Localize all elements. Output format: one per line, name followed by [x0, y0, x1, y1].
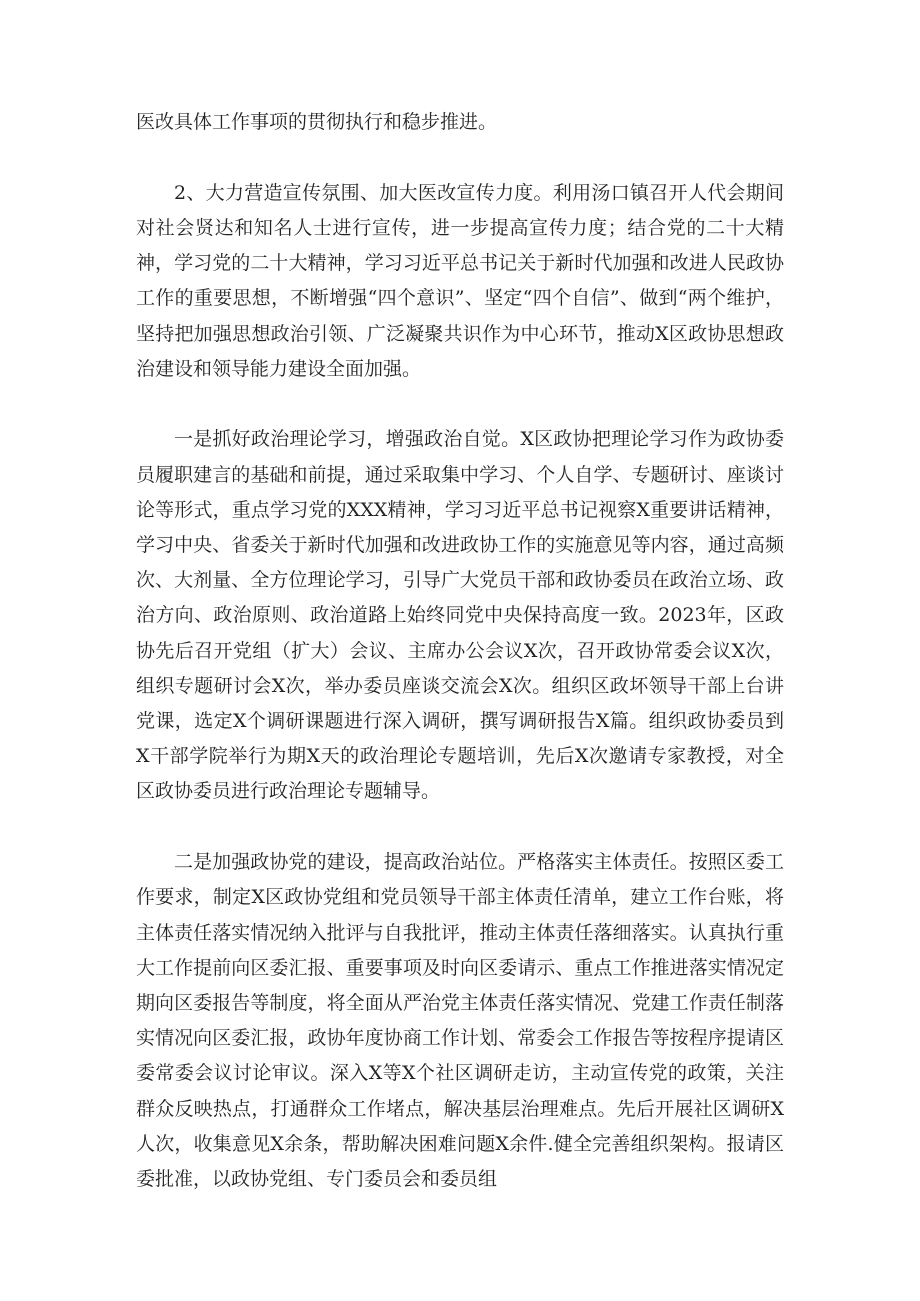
paragraph-party-building: 二是加强政协党的建设，提高政治站位。严格落实主体责任。按照区委工作要求，制定X区政协党组和党员领导干部主体责任清单，建立工作台账，将主体责任落实情况纳入批评与自我批评，推动主体责任落细落实。认真执行重大工作提前向区委汇报、重要事项及时向区委请示、重点工作推进落实情况定期向区委报告等制度，将全面从严治党主体责任落实情况、党建工作责任制落实情况向区委汇报，政协年度协商工作计划、常委会工作报告等按程序提请区委常委会议讨论审议。深入X等X个社区调研走访，主动宣传党的政策，关注群众反映热点，打通群众工作堵点，解决基层治理难点。先后开展社区调研X人次，收集意见X余条，帮助解决困难问题X余件.健全完善组织架构。报请区委批准，以政协党组、专门委员会和委员组 — [136, 851, 784, 1190]
paragraph-publicity: 2、大力营造宣传氛围、加大医改宣传力度。利用汤口镇召开人代会期间对社会贤达和知名人士进行宣传，进一步提高宣传力度；结合党的二十大精神，学习党的二十大精神，学习习近平总书记关于新时代加强和改进人民政协工作的重要思想，不断增强“四个意识”、坚定“四个自信”、做到“两个维护，坚持把加强思想政治引领、广泛凝聚共识作为中心环节，推动X区政协思想政治建设和领导能力建设全面加强。 — [136, 181, 784, 380]
paragraph-continuation: 医改具体工作事项的贯彻执行和稳步推进。 — [136, 111, 498, 133]
document-body — [136, 105, 784, 1197]
paragraph-theory-study: 一是抓好政治理论学习，增强政治自觉。X区政协把理论学习作为政协委员履职建言的基础和前提，通过采取集中学习、个人自学、专题研讨、座谈讨论等形式，重点学习党的XXX精神，学习习近平总书记视察X重要讲话精神，学习中央、省委关于新时代加强和改进政协工作的实施意见等内容，通过高频次、大剂量、全方位理论学习，引导广大党员干部和政协委员在政治立场、政治方向、政治原则、政治道路上始终同党中央保持高度一致。2023年，区政协先后召开党组（扩大）会议、主席办公会议X次，召开政协常委会议X次，组织专题研讨会X次，举办委员座谈交流会X次。组织区政坏领导干部上台讲党课，选定X个调研课题进行深入调研，撰写调研报告X篇。组织政协委员到X干部学院举行为期X天的政治理论专题培训，先后X次邀请专家教授，对全区政协委员进行政治理论专题辅导。 — [136, 428, 784, 803]
